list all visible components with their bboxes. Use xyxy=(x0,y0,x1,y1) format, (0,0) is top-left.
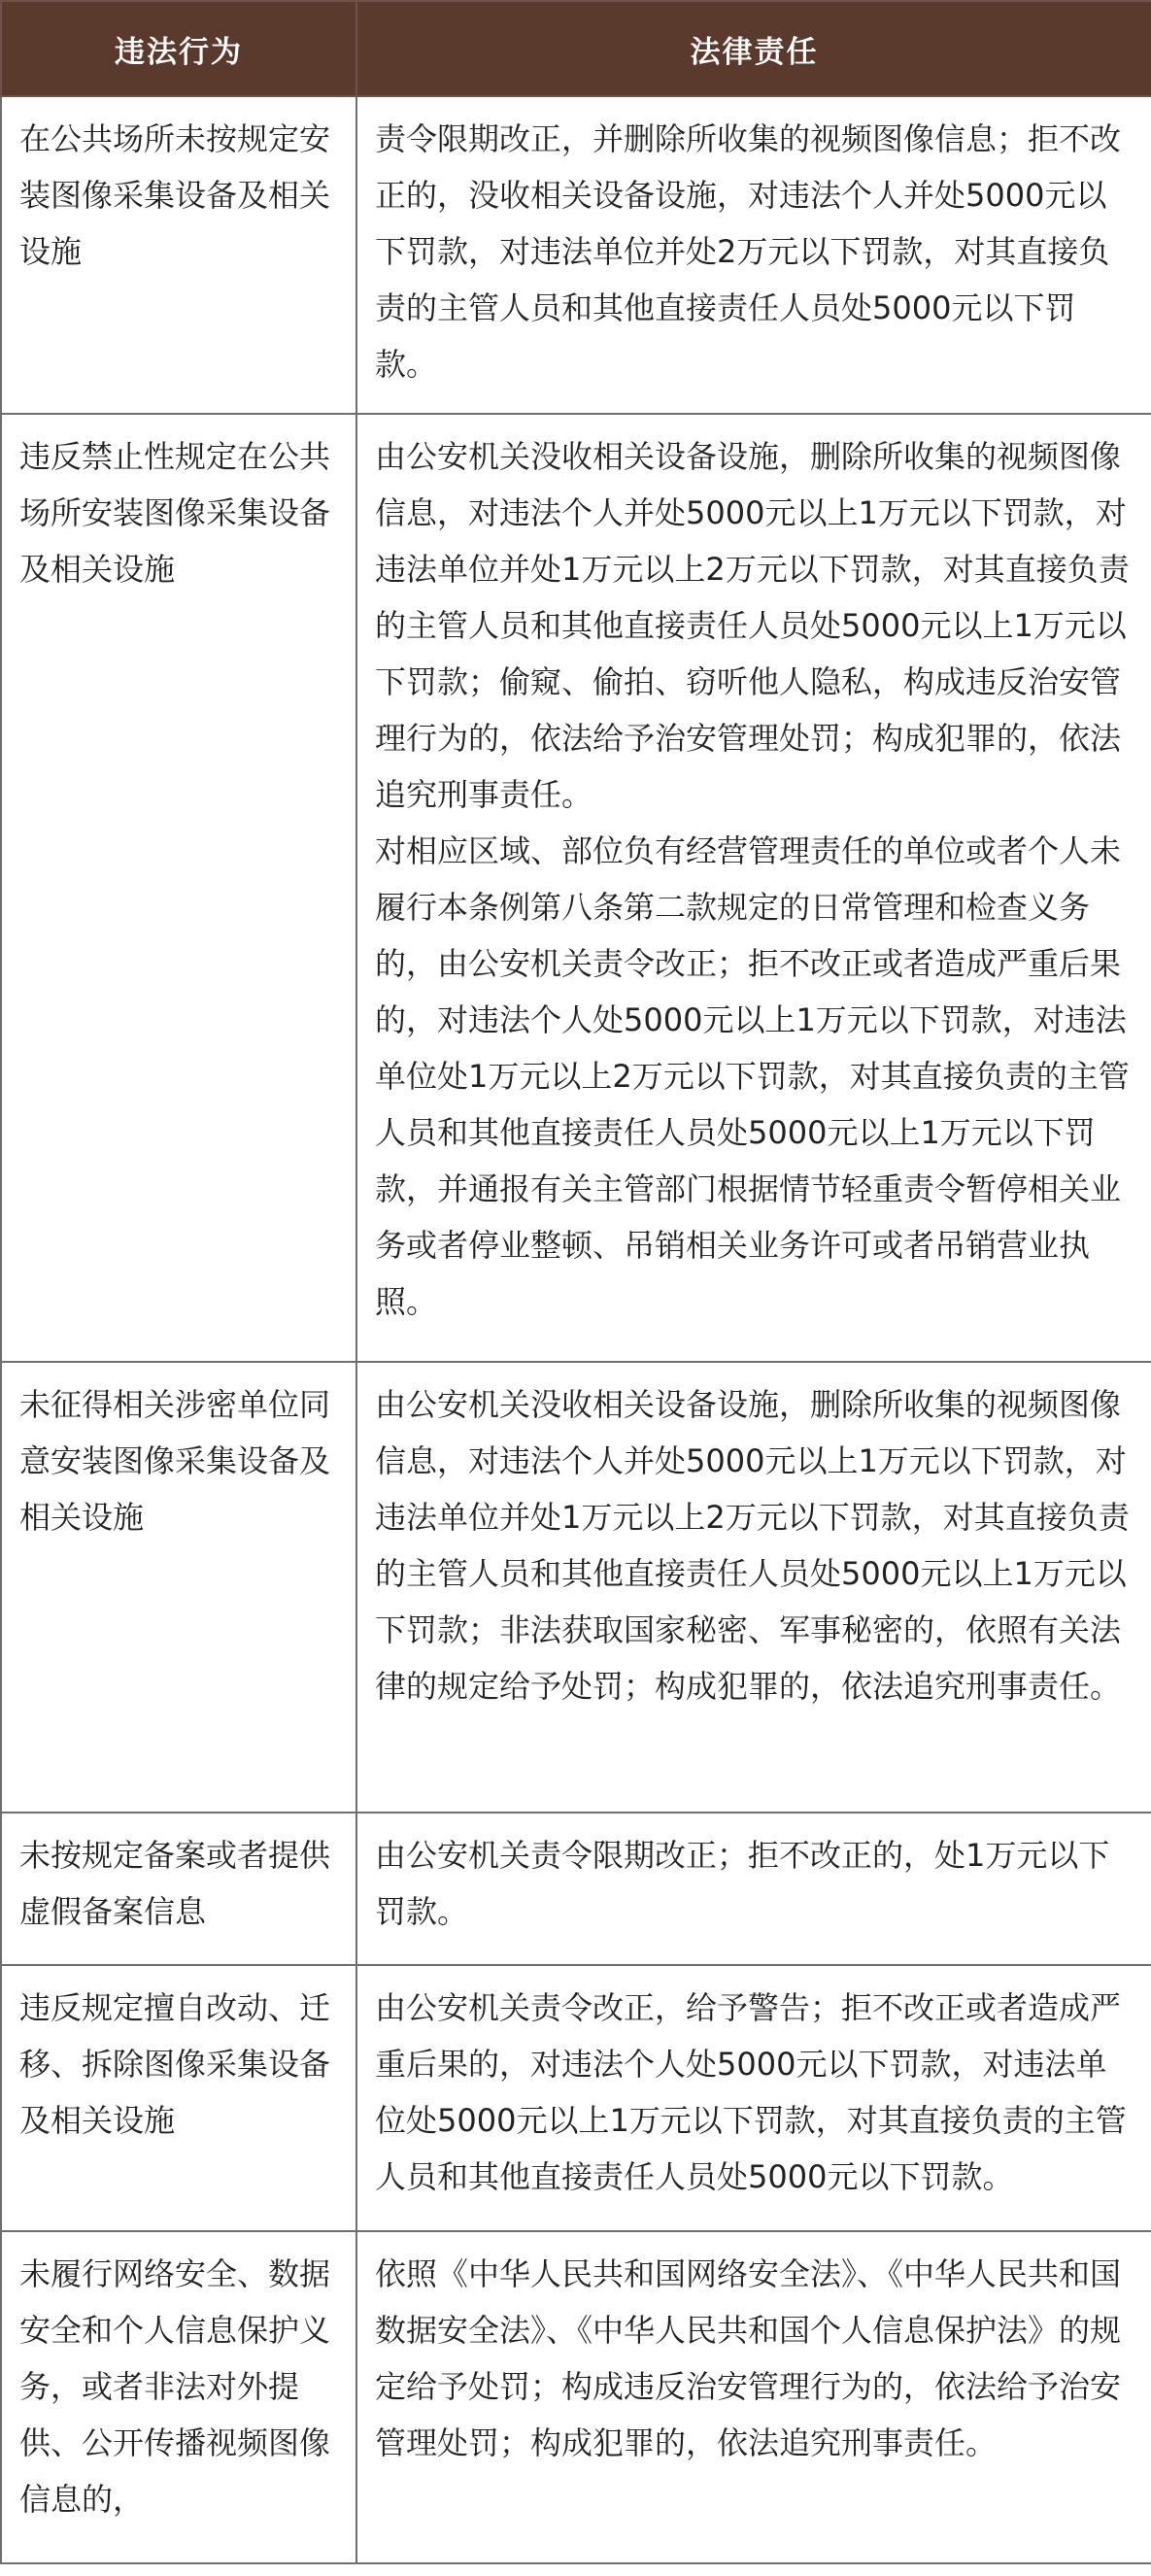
liability-cell xyxy=(356,2231,1151,2563)
violation-cell: 未按规定备案或者提供虚假备案信息 xyxy=(1,1813,356,1965)
table-row xyxy=(1,1813,1151,1965)
liability-paragraph: 对相应区域、部位负有经营管理责任的单位或者个人未履行本条例第八条第二款规定的日常管理和检查义务的，由公安机关责令改正；拒不改正或者造成严重后果的，对违法个人处5000元以上1万元以下罚款，对违法单位处1万元以上2万元以下罚款，对其直接负责的主管人员和其他直接责任人员处5000元以上1万元以下罚款，并通报有关主管部门根据情节轻重责令暂停相关业务或者停业整顿、吊销相关业务许可或者吊销营业执照。 xyxy=(375,832,1130,1320)
table-row xyxy=(1,414,1151,1362)
violation-cell: 违反禁止性规定在公共场所安装图像采集设备及相关设施 xyxy=(1,414,356,1362)
liability-cell xyxy=(356,1362,1151,1813)
table-row xyxy=(1,1362,1151,1813)
liability-cell xyxy=(356,1965,1151,2231)
violation-cell: 违反规定擅自改动、迁移、拆除图像采集设备及相关设施 xyxy=(1,1965,356,2231)
header-violation: 违法行为 xyxy=(1,1,356,96)
table-header-row xyxy=(1,1,1151,96)
violation-cell: 在公共场所未按规定安装图像采集设备及相关设施 xyxy=(1,96,356,414)
liability-paragraph: 由公安机关没收相关设备设施，删除所收集的视频图像信息，对违法个人并处5000元以上1万元以下罚款，对违法单位并处1万元以上2万元以下罚款，对其直接负责的主管人员和其他直接责任人员处5000元以上1万元以下罚款；非法获取国家秘密、军事秘密的，依照有关法律的规定给予处罚；构成犯罪的，依法追究刑事责任。 xyxy=(375,1386,1130,1705)
liability-cell xyxy=(356,414,1151,1362)
table-row xyxy=(1,2231,1151,2563)
liability-paragraph: 由公安机关责令限期改正；拒不改正的，处1万元以下罚款。 xyxy=(375,1837,1110,1930)
liability-paragraph: 由公安机关没收相关设备设施，删除所收集的视频图像信息，对违法个人并处5000元以上1万元以下罚款，对违法单位并处1万元以上2万元以下罚款，对其直接负责的主管人员和其他直接责任人员处5000元以上1万元以下罚款；偷窥、偷拍、窃听他人隐私，构成违反治安管理行为的，依法给予治安管理处罚；构成犯罪的，依法追究刑事责任。 xyxy=(375,438,1130,813)
table-row xyxy=(1,96,1151,414)
liability-cell xyxy=(356,96,1151,414)
liability-paragraph: 由公安机关责令改正，给予警告；拒不改正或者造成严重后果的，对违法个人处5000元以下罚款，对违法单位处5000元以上1万元以下罚款，对其直接负责的主管人员和其他直接责任人员处5000元以下罚款。 xyxy=(375,1989,1127,2195)
liability-cell xyxy=(356,1813,1151,1965)
table-row xyxy=(1,1965,1151,2231)
liability-paragraph: 责令限期改正，并删除所收集的视频图像信息；拒不改正的，没收相关设备设施，对违法个人并处5000元以下罚款，对违法单位并处2万元以下罚款，对其直接负责的主管人员和其他直接责任人员处5000元以下罚款。 xyxy=(375,120,1122,383)
liability-paragraph: 依照《中华人民共和国网络安全法》、《中华人民共和国数据安全法》、《中华人民共和国个人信息保护法》的规定给予处罚；构成违反治安管理行为的，依法给予治安管理处罚；构成犯罪的，依法追究刑事责任。 xyxy=(375,2255,1122,2461)
header-liability: 法律责任 xyxy=(356,1,1151,96)
violation-cell: 未履行网络安全、数据安全和个人信息保护义务，或者非法对外提供、公开传播视频图像信息的， xyxy=(1,2231,356,2563)
violation-cell: 未征得相关涉密单位同意安装图像采集设备及相关设施 xyxy=(1,1362,356,1813)
